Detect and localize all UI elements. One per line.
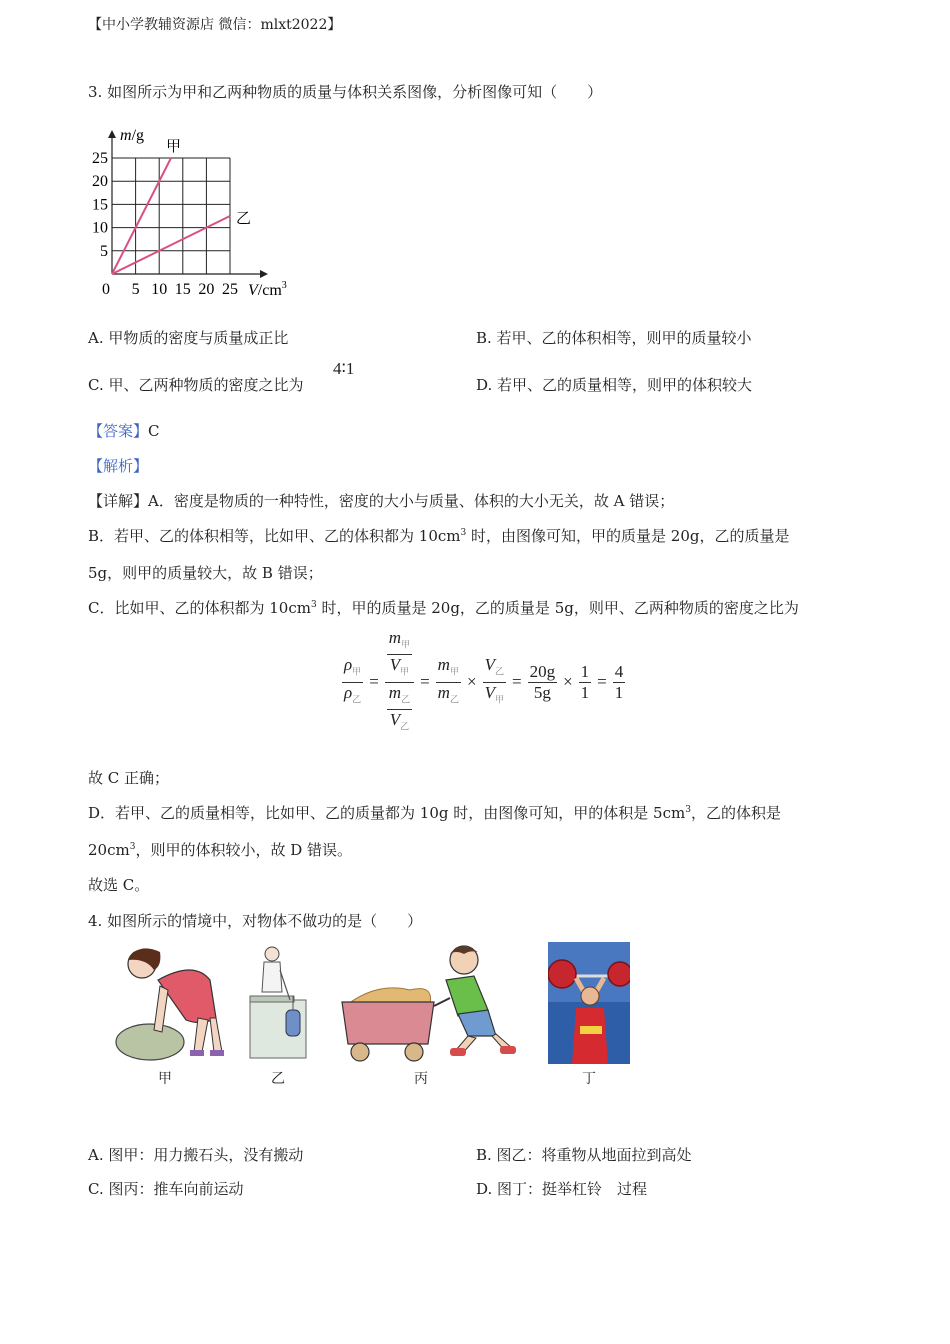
detail-c-line2: 故 C 正确； [88, 769, 170, 787]
q3-option-c: C. 甲、乙两种物质的密度之比为 [88, 376, 304, 394]
q4-option-c: C. 图丙：推车向前运动 [88, 1180, 244, 1198]
detail-b-line1: B．若甲、乙的体积相等，比如甲、乙的体积都为 $10cm^3$ 时，由图像可知，甲的质量是 20g，乙的质量是 [88, 527, 790, 545]
wheel-right [405, 1043, 423, 1061]
density-ratio-formula: $\frac{\rho_甲}{\rho_乙}$ = $\frac{\frac{m_甲}{V_甲}}{\frac{m_乙}{V_乙}}$ = $\frac{m_甲}{m_乙}$ × $\frac{V_乙}{V_甲}$ = $\frac{20g}{5g}$ × $\frac{1}{1}$ = $\frac{4}{1}$ [340, 632, 627, 732]
line-yi [112, 216, 230, 274]
plate-left [548, 960, 576, 988]
detail-c-line1: C．比如甲、乙的体积都为 $10cm^3$ 时，甲的质量是 20g，乙的质量是 5g，则甲、乙两种物质的密度之比为 [88, 599, 799, 617]
frac-one: $\frac{1}{1}$ [580, 661, 590, 702]
x-axis-arrow [260, 270, 268, 278]
x-tick-label: 25 [222, 281, 238, 298]
boy-shirt [446, 976, 488, 1016]
y-tick-labels [92, 150, 108, 260]
x-axis-label: $V/cm^3$ [248, 280, 287, 299]
caption-jia: 甲 [158, 1071, 172, 1087]
frac-result: $\frac{4}{1}$ [614, 661, 624, 702]
mass-volume-graph [82, 124, 307, 304]
detail-d-line2: $20cm^3$，则甲的体积较小，故 D 错误。 [88, 841, 353, 859]
q3-stem: 3. 如图所示为甲和乙两种物质的质量与体积关系图像，分析图像可知（ ） [88, 83, 603, 101]
analysis-tag: 【解析】 [88, 457, 149, 475]
y-tick-label: 25 [92, 150, 108, 167]
conclusion: 故选 C。 [88, 876, 150, 894]
figure-jia [98, 940, 226, 1065]
y-tick-label: 10 [92, 219, 108, 237]
figure-yi [246, 940, 310, 1060]
q4-option-a: A. 图甲：用力搬石头，没有搬动 [88, 1146, 304, 1164]
label-jia: 甲 [166, 137, 182, 155]
q3-option-c-ratio: 4∶1 [333, 359, 355, 378]
caption-ding: 丁 [582, 1071, 596, 1087]
caption-bing: 丙 [414, 1071, 428, 1087]
frac-rho: $\frac{\rho_甲}{\rho_乙}$ [344, 655, 362, 704]
plate-right [608, 962, 630, 986]
frac-m: $\frac{m_甲}{m_乙}$ [437, 655, 459, 704]
y-axis-arrow [108, 130, 116, 138]
figure-ding [548, 942, 630, 1064]
frac-compound: $\frac{\frac{m_甲}{V_甲}}{\frac{m_乙}{V_乙}}$ [385, 628, 414, 737]
q4-option-d: D. 图丁：挺举杠铃 过程 [476, 1180, 648, 1198]
weight [286, 1010, 300, 1036]
y-tick-label: 15 [92, 196, 108, 214]
x-tick-label: 10 [151, 281, 168, 298]
lifter-head [581, 987, 599, 1005]
x-tick-label: 15 [174, 281, 191, 298]
lifter-suit [572, 1008, 608, 1064]
detail-d-line1: D．若甲、乙的质量相等，比如甲、乙的质量都为 10g 时，由图像可知，甲的体积是 $5cm^3$，乙的体积是 [88, 804, 781, 822]
x-tick-label: 20 [198, 281, 215, 298]
page-header: 【中小学教辅资源店 微信：mlxt2022】 [88, 17, 342, 33]
stone [116, 1024, 184, 1060]
q4-stem: 4. 如图所示的情境中，对物体不做功的是（ ） [88, 912, 423, 930]
q4-option-b: B. 图乙：将重物从地面拉到高处 [476, 1146, 692, 1164]
frac-values: $\frac{20g}{5g}$ [529, 661, 556, 702]
graph-grid [112, 158, 230, 274]
q3-option-a: A. 甲物质的密度与质量成正比 [88, 329, 289, 347]
y-tick-label: 20 [92, 173, 108, 191]
answer-line [88, 420, 160, 441]
caption-yi: 乙 [271, 1071, 285, 1087]
detail-a: 【详解】A．密度是物质的一种特性，密度的大小与质量、体积的大小无关，故 A 错误； [88, 492, 675, 510]
boy-shorts [458, 1010, 496, 1036]
y-axis-label: m/g [120, 127, 145, 144]
x-tick-labels [102, 281, 238, 298]
wheel-left [351, 1043, 369, 1061]
cart [342, 1002, 434, 1044]
q3-option-d: D. 若甲、乙的质量相等，则甲的体积较大 [476, 376, 753, 394]
old-man-head [265, 947, 279, 961]
detail-tag: 【详解】 [88, 492, 149, 510]
frac-v: $\frac{V_乙}{V_甲}$ [484, 655, 504, 704]
answer-value: C [148, 422, 160, 440]
detail-b-line2: 5g，则甲的质量较大，故 B 错误； [88, 564, 323, 582]
q3-option-b: B. 若甲、乙的体积相等，则甲的质量较小 [476, 329, 752, 347]
label-yi: 乙 [236, 209, 252, 227]
x-tick-label: 0 [102, 281, 110, 298]
line-jia [112, 158, 171, 274]
x-tick-label: 5 [131, 281, 140, 298]
y-tick-label: 5 [100, 242, 108, 260]
answer-tag: 【答案】 [88, 422, 149, 440]
figure-bing [338, 940, 522, 1065]
